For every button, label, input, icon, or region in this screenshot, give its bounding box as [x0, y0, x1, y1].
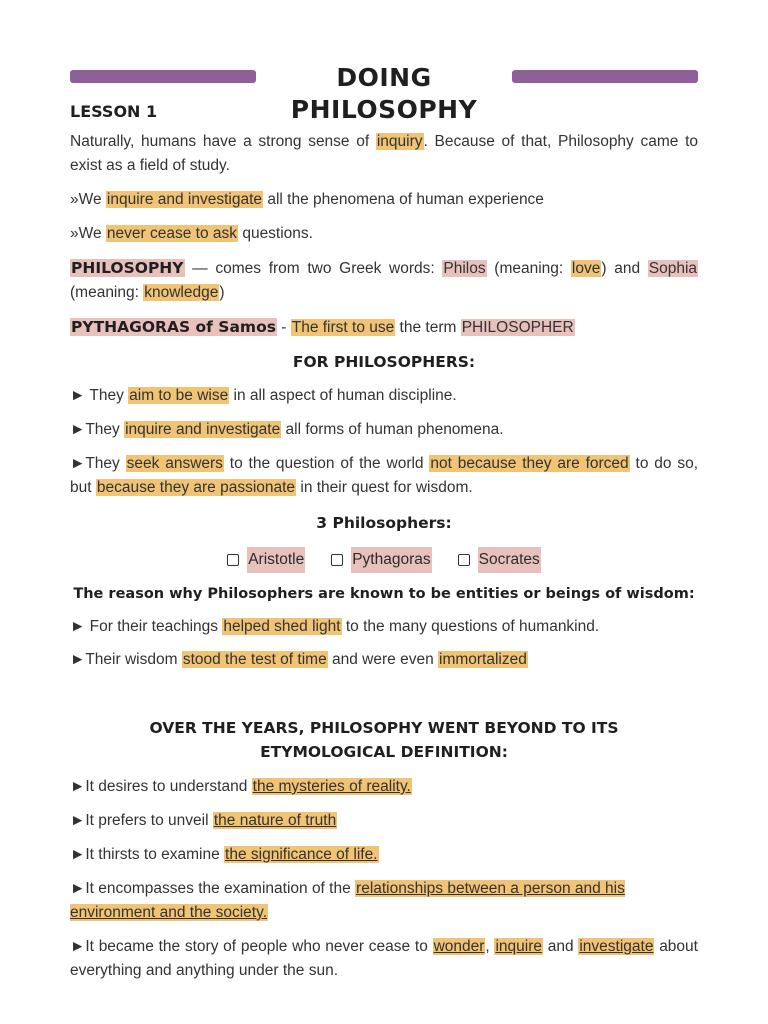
checklist-item-aristotle[interactable]: Aristotle: [227, 547, 305, 573]
for-phil-item-3: ►They seek answers to the question of the world not because they are forced to do so, but because they are passionate in their quest for wisdom.: [70, 455, 699, 496]
bullet-inquire: »We inquire and investigate all the phenomena of human experience: [70, 191, 544, 208]
page-title: DOING PHILOSOPHY: [290, 63, 478, 124]
checklist-item-socrates[interactable]: Socrates: [458, 547, 541, 573]
reason-item-1: ► For their teachings helped shed light to the many questions of humankind.: [70, 618, 600, 635]
reason-item-2: ►Their wisdom stood the test of time and were even immortalized: [70, 651, 527, 668]
over-item-5: ►It became the story of people who never cease to wonder, inquire and investigate about everything and anything under the sun.: [70, 938, 698, 979]
reason-heading: The reason why Philosophers are known to be entities or beings of wisdom:: [73, 586, 695, 602]
pythagoras-line: PYTHAGORAS of Samos - The first to use the term PHILOSOPHER: [71, 318, 574, 336]
title-bar-left: [70, 70, 256, 83]
over-item-4: ►It encompasses the examination of the relationships between a person and his environment and the society.: [70, 880, 625, 921]
for-philosophers-heading: FOR PHILOSOPHERS:: [292, 353, 476, 371]
for-phil-item-2: ►They inquire and investigate all forms of human phenomena.: [70, 421, 504, 438]
philosophy-definition: PHILOSOPHY — comes from two Greek words: Philos (meaning: love) and Sophia (meaning: knowledge): [70, 259, 698, 301]
bullet-never-cease: »We never cease to ask questions.: [70, 225, 313, 242]
over-the-years-heading: OVER THE YEARS, PHILOSOPHY WENT BEYOND TO ITS ETYMOLOGICAL DEFINITION:: [149, 719, 619, 761]
for-phil-item-1: ► They aim to be wise in all aspect of human discipline.: [70, 387, 457, 404]
checklist-item-pythagoras[interactable]: Pythagoras: [331, 547, 431, 573]
checkbox-icon[interactable]: [227, 554, 239, 566]
title-bar-right: [512, 70, 698, 83]
three-philosophers-heading: 3 Philosophers:: [316, 514, 452, 532]
philosopher-checklist: [70, 547, 698, 573]
lesson-heading: LESSON 1: [70, 102, 158, 121]
over-item-3: ►It thirsts to examine the significance of life.: [70, 846, 378, 863]
over-item-1: ►It desires to understand the mysteries of reality.: [70, 778, 411, 795]
over-item-2: ►It prefers to unveil the nature of truth: [70, 812, 337, 829]
checkbox-icon[interactable]: [458, 554, 470, 566]
checkbox-icon[interactable]: [331, 554, 343, 566]
intro-paragraph: Naturally, humans have a strong sense of inquiry. Because of that, Philosophy came to exist as a field of study.: [70, 133, 699, 174]
